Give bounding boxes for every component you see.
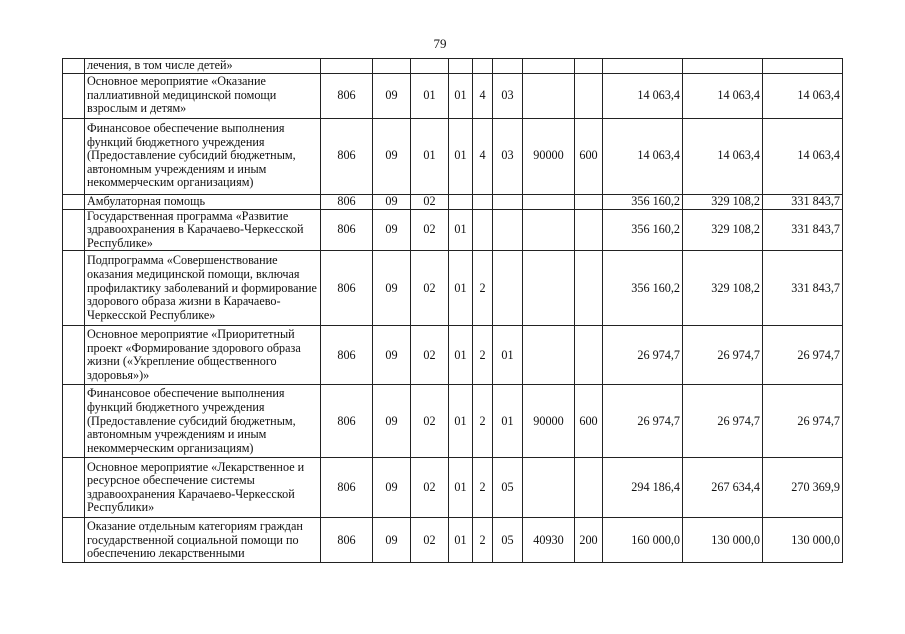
section-code: 09 — [373, 118, 411, 194]
amount-year-1: 356 160,2 — [603, 209, 683, 251]
section-code: 09 — [373, 326, 411, 385]
row-margin-cell — [63, 59, 85, 74]
subprogram-code: 4 — [473, 118, 493, 194]
item-name: Основное мероприятие «Лекарственное и ресурсное обеспечение системы здравоохранения Карачаево-Черкесской Республики» — [85, 458, 321, 518]
amount-year-1: 356 160,2 — [603, 251, 683, 326]
row-margin-cell — [63, 209, 85, 251]
amount-year-3: 270 369,9 — [763, 458, 843, 518]
program-code: 01 — [449, 385, 473, 458]
amount-year-1 — [603, 59, 683, 74]
expense-type-code: 200 — [575, 518, 603, 563]
direction-code: 90000 — [523, 385, 575, 458]
table-row — [63, 326, 843, 385]
subprogram-code — [473, 59, 493, 74]
item-name: Финансовое обеспечение выполнения функций бюджетного учреждения (Предоставление субсидий бюджетным, автономным учреждениям и иным некоммерческим организациям) — [85, 385, 321, 458]
amount-year-3: 26 974,7 — [763, 326, 843, 385]
direction-code — [523, 73, 575, 118]
amount-year-2: 329 108,2 — [683, 194, 763, 209]
direction-code — [523, 194, 575, 209]
activity-code: 03 — [493, 73, 523, 118]
table-row — [63, 118, 843, 194]
direction-code — [523, 458, 575, 518]
row-margin-cell — [63, 518, 85, 563]
subsection-code: 02 — [411, 385, 449, 458]
subprogram-code — [473, 194, 493, 209]
row-margin-cell — [63, 73, 85, 118]
expense-type-code — [575, 209, 603, 251]
ministry-code: 806 — [321, 73, 373, 118]
ministry-code: 806 — [321, 458, 373, 518]
activity-code: 03 — [493, 118, 523, 194]
program-code: 01 — [449, 73, 473, 118]
subsection-code: 02 — [411, 194, 449, 209]
ministry-code: 806 — [321, 194, 373, 209]
subsection-code — [411, 59, 449, 74]
amount-year-2: 26 974,7 — [683, 385, 763, 458]
table-row — [63, 251, 843, 326]
activity-code: 05 — [493, 518, 523, 563]
subprogram-code: 2 — [473, 458, 493, 518]
table-body — [63, 59, 843, 563]
amount-year-3: 14 063,4 — [763, 73, 843, 118]
item-name: Финансовое обеспечение выполнения функций бюджетного учреждения (Предоставление субсидий бюджетным, автономным учреждениям и иным некоммерческим организациям) — [85, 118, 321, 194]
subprogram-code: 4 — [473, 73, 493, 118]
section-code — [373, 59, 411, 74]
expense-type-code: 600 — [575, 118, 603, 194]
row-margin-cell — [63, 385, 85, 458]
amount-year-2: 26 974,7 — [683, 326, 763, 385]
item-name: Подпрограмма «Совершенствование оказания медицинской помощи, включая профилактику заболеваний и формирование здорового образа жизни в Карачаево-Черкесской Республике» — [85, 251, 321, 326]
subsection-code: 01 — [411, 73, 449, 118]
amount-year-3: 331 843,7 — [763, 209, 843, 251]
amount-year-1: 14 063,4 — [603, 118, 683, 194]
amount-year-2: 130 000,0 — [683, 518, 763, 563]
ministry-code: 806 — [321, 118, 373, 194]
program-code: 01 — [449, 251, 473, 326]
item-name: Основное мероприятие «Приоритетный проект «Формирование здорового образа жизни («Укрепление общественного здоровья»)» — [85, 326, 321, 385]
subprogram-code: 2 — [473, 518, 493, 563]
program-code — [449, 194, 473, 209]
table-row — [63, 73, 843, 118]
row-margin-cell — [63, 251, 85, 326]
program-code — [449, 59, 473, 74]
activity-code: 01 — [493, 326, 523, 385]
subprogram-code: 2 — [473, 251, 493, 326]
section-code: 09 — [373, 458, 411, 518]
amount-year-1: 26 974,7 — [603, 326, 683, 385]
section-code: 09 — [373, 194, 411, 209]
amount-year-3 — [763, 59, 843, 74]
item-name: Оказание отдельным категориям граждан государственной социальной помощи по обеспечению лекарственными — [85, 518, 321, 563]
section-code: 09 — [373, 73, 411, 118]
amount-year-2: 14 063,4 — [683, 73, 763, 118]
activity-code — [493, 251, 523, 326]
expense-type-code — [575, 326, 603, 385]
expense-type-code: 600 — [575, 385, 603, 458]
subprogram-code — [473, 209, 493, 251]
amount-year-1: 14 063,4 — [603, 73, 683, 118]
direction-code — [523, 326, 575, 385]
ministry-code — [321, 59, 373, 74]
activity-code: 01 — [493, 385, 523, 458]
direction-code — [523, 251, 575, 326]
amount-year-2: 267 634,4 — [683, 458, 763, 518]
direction-code — [523, 59, 575, 74]
subsection-code: 02 — [411, 209, 449, 251]
section-code: 09 — [373, 518, 411, 563]
amount-year-2: 14 063,4 — [683, 118, 763, 194]
ministry-code: 806 — [321, 209, 373, 251]
item-name: лечения, в том числе детей» — [85, 59, 321, 74]
program-code: 01 — [449, 209, 473, 251]
ministry-code: 806 — [321, 385, 373, 458]
program-code: 01 — [449, 458, 473, 518]
item-name: Государственная программа «Развитие здравоохранения в Карачаево-Черкесской Республике» — [85, 209, 321, 251]
amount-year-3: 130 000,0 — [763, 518, 843, 563]
amount-year-1: 294 186,4 — [603, 458, 683, 518]
amount-year-1: 356 160,2 — [603, 194, 683, 209]
direction-code: 40930 — [523, 518, 575, 563]
section-code: 09 — [373, 385, 411, 458]
row-margin-cell — [63, 194, 85, 209]
row-margin-cell — [63, 326, 85, 385]
section-code: 09 — [373, 251, 411, 326]
subsection-code: 02 — [411, 518, 449, 563]
expense-type-code — [575, 194, 603, 209]
page-number: 79 — [433, 36, 447, 51]
table-row — [63, 209, 843, 251]
section-code: 09 — [373, 209, 411, 251]
program-code: 01 — [449, 518, 473, 563]
activity-code — [493, 59, 523, 74]
item-name: Основное мероприятие «Оказание паллиативной медицинской помощи взрослым и детям» — [85, 73, 321, 118]
direction-code — [523, 209, 575, 251]
subsection-code: 02 — [411, 458, 449, 518]
expense-type-code — [575, 73, 603, 118]
table-row — [63, 385, 843, 458]
program-code: 01 — [449, 326, 473, 385]
amount-year-1: 160 000,0 — [603, 518, 683, 563]
table-row — [63, 518, 843, 563]
budget-table — [62, 58, 843, 563]
subsection-code: 02 — [411, 251, 449, 326]
amount-year-3: 331 843,7 — [763, 251, 843, 326]
item-name: Амбулаторная помощь — [85, 194, 321, 209]
row-margin-cell — [63, 118, 85, 194]
subprogram-code: 2 — [473, 326, 493, 385]
ministry-code: 806 — [321, 326, 373, 385]
table-row — [63, 194, 843, 209]
ministry-code: 806 — [321, 251, 373, 326]
subprogram-code: 2 — [473, 385, 493, 458]
activity-code: 05 — [493, 458, 523, 518]
amount-year-3: 14 063,4 — [763, 118, 843, 194]
expense-type-code — [575, 458, 603, 518]
row-margin-cell — [63, 458, 85, 518]
expense-type-code — [575, 251, 603, 326]
amount-year-2: 329 108,2 — [683, 209, 763, 251]
subsection-code: 01 — [411, 118, 449, 194]
amount-year-3: 26 974,7 — [763, 385, 843, 458]
table-row — [63, 59, 843, 74]
program-code: 01 — [449, 118, 473, 194]
subsection-code: 02 — [411, 326, 449, 385]
amount-year-2: 329 108,2 — [683, 251, 763, 326]
table-row — [63, 458, 843, 518]
expense-type-code — [575, 59, 603, 74]
activity-code — [493, 209, 523, 251]
activity-code — [493, 194, 523, 209]
amount-year-3: 331 843,7 — [763, 194, 843, 209]
amount-year-1: 26 974,7 — [603, 385, 683, 458]
direction-code: 90000 — [523, 118, 575, 194]
ministry-code: 806 — [321, 518, 373, 563]
amount-year-2 — [683, 59, 763, 74]
